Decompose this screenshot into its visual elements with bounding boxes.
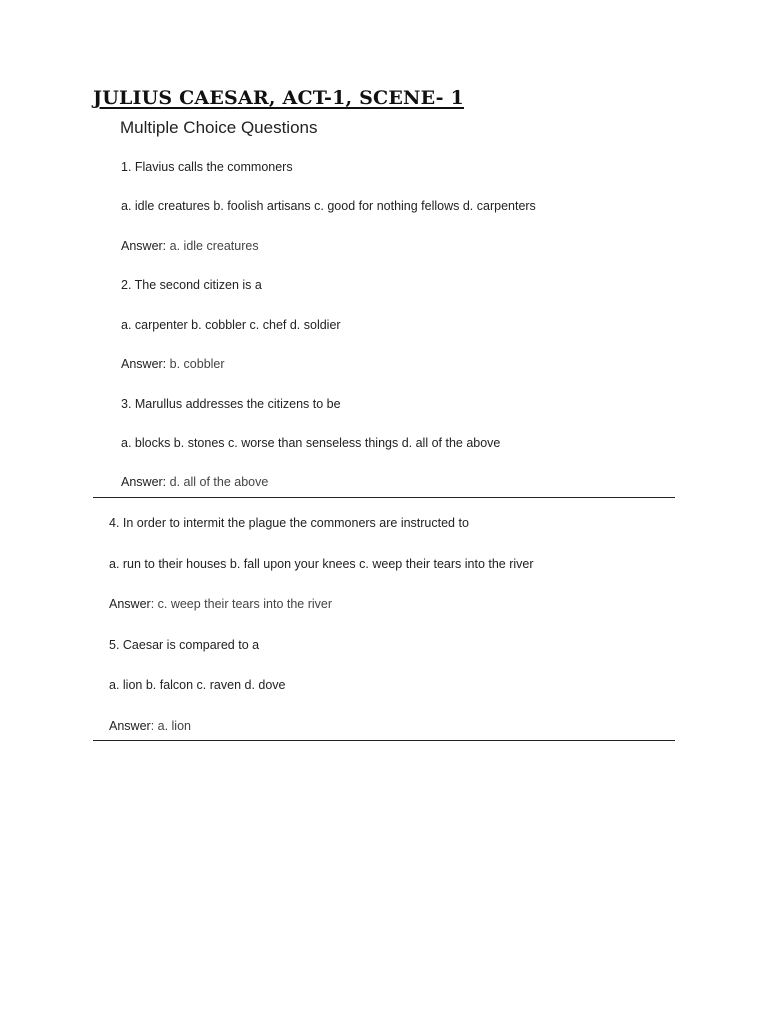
answer-value: a. idle creatures bbox=[169, 239, 259, 253]
answer-label: Answer bbox=[109, 719, 151, 733]
question-5-answer bbox=[109, 718, 191, 734]
question-2-options: a. carpenter b. cobbler c. chef d. soldier bbox=[121, 318, 341, 332]
question-5-options: a. lion b. falcon c. raven d. dove bbox=[109, 678, 286, 692]
divider-line bbox=[93, 497, 675, 498]
question-5-text: 5. Caesar is compared to a bbox=[109, 638, 260, 652]
divider-line bbox=[93, 740, 675, 741]
answer-label: Answer: bbox=[121, 239, 167, 253]
question-4-text: 4. In order to intermit the plague the commoners are instructed to bbox=[109, 516, 469, 530]
question-3-options: a. blocks b. stones c. worse than senseless things d. all of the above bbox=[121, 436, 501, 450]
question-3-answer bbox=[121, 474, 268, 490]
answer-label: Answer: bbox=[121, 357, 167, 371]
question-4-options: a. run to their houses b. fall upon your knees c. weep their tears into the river bbox=[109, 557, 534, 571]
question-2-answer bbox=[121, 356, 225, 372]
question-1-answer bbox=[121, 238, 259, 254]
question-4-answer bbox=[109, 596, 332, 612]
answer-value: b. cobbler bbox=[169, 357, 225, 371]
question-1-options: a. idle creatures b. foolish artisans c. good for nothing fellows d. carpenters bbox=[121, 199, 536, 213]
answer-value: : a. lion bbox=[150, 719, 191, 733]
document-title: JULIUS CAESAR, ACT-1, SCENE- 1 bbox=[93, 87, 464, 109]
answer-label: Answer: bbox=[121, 475, 167, 489]
answer-label: Answer bbox=[109, 597, 151, 611]
question-3-text: 3. Marullus addresses the citizens to be bbox=[121, 397, 341, 411]
question-2-text: 2. The second citizen is a bbox=[121, 278, 262, 292]
answer-value: d. all of the above bbox=[169, 475, 269, 489]
question-1-text: 1. Flavius calls the commoners bbox=[121, 160, 293, 174]
section-heading: Multiple Choice Questions bbox=[120, 118, 318, 137]
answer-value: : c. weep their tears into the river bbox=[150, 597, 333, 611]
